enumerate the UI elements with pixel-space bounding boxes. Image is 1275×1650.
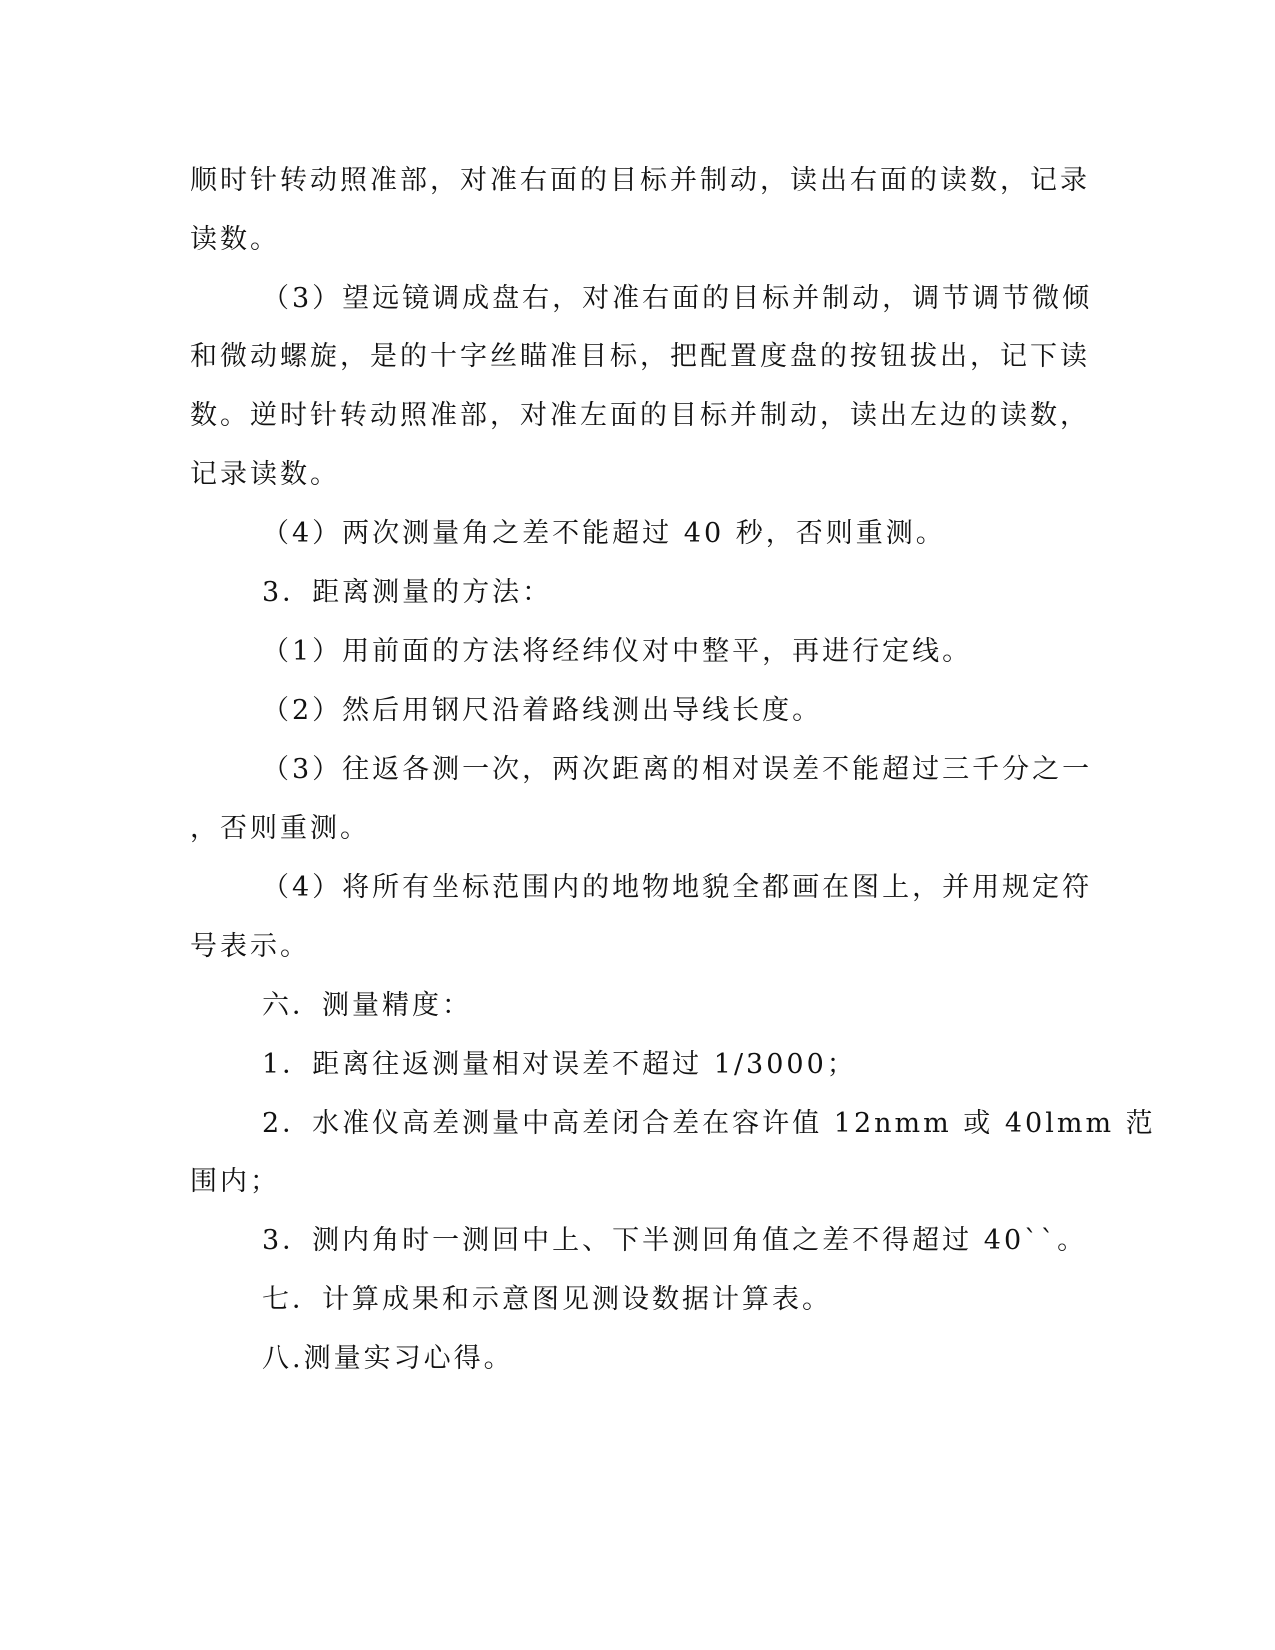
paragraph-line: 记录读数。 xyxy=(190,459,340,490)
paragraph-line: 读数。 xyxy=(190,224,280,255)
paragraph-line: 围内； xyxy=(190,1166,280,1197)
paragraph-line: （2）然后用钢尺沿着路线测出导线长度。 xyxy=(262,695,823,726)
paragraph-line: 号表示。 xyxy=(190,931,310,962)
paragraph-line: 3．测内角时一测回中上、下半测回角值之差不得超过 40``。 xyxy=(262,1225,1088,1256)
paragraph-line: 和微动螺旋，是的十字丝瞄准目标，把配置度盘的按钮拔出，记下读 xyxy=(190,341,1090,372)
section-heading: 七．计算成果和示意图见测设数据计算表。 xyxy=(262,1284,832,1315)
paragraph-line: 顺时针转动照准部，对准右面的目标并制动，读出右面的读数，记录 xyxy=(190,165,1090,196)
paragraph-line: （4）两次测量角之差不能超过 40 秒，否则重测。 xyxy=(262,518,946,549)
section-heading: 3．距离测量的方法： xyxy=(262,577,553,608)
paragraph-line: 1．距离往返测量相对误差不超过 1/3000； xyxy=(262,1049,857,1080)
paragraph-line: （3）往返各测一次，两次距离的相对误差不能超过三千分之一 xyxy=(262,754,1093,785)
paragraph-line: 数。逆时针转动照准部，对准左面的目标并制动，读出左边的读数， xyxy=(190,400,1090,431)
paragraph-line: 2．水准仪高差测量中高差闭合差在容许值 12nmm 或 40lmm 范 xyxy=(262,1108,1156,1139)
section-heading: 六．测量精度： xyxy=(262,990,472,1021)
section-heading: 八.测量实习心得。 xyxy=(262,1343,514,1374)
paragraph-line: （1）用前面的方法将经纬仪对中整平，再进行定线。 xyxy=(262,636,973,667)
paragraph-line: （4）将所有坐标范围内的地物地貌全都画在图上，并用规定符 xyxy=(262,872,1093,903)
paragraph-line: （3）望远镜调成盘右，对准右面的目标并制动，调节调节微倾 xyxy=(262,283,1093,314)
paragraph-line: ，否则重测。 xyxy=(190,813,370,844)
